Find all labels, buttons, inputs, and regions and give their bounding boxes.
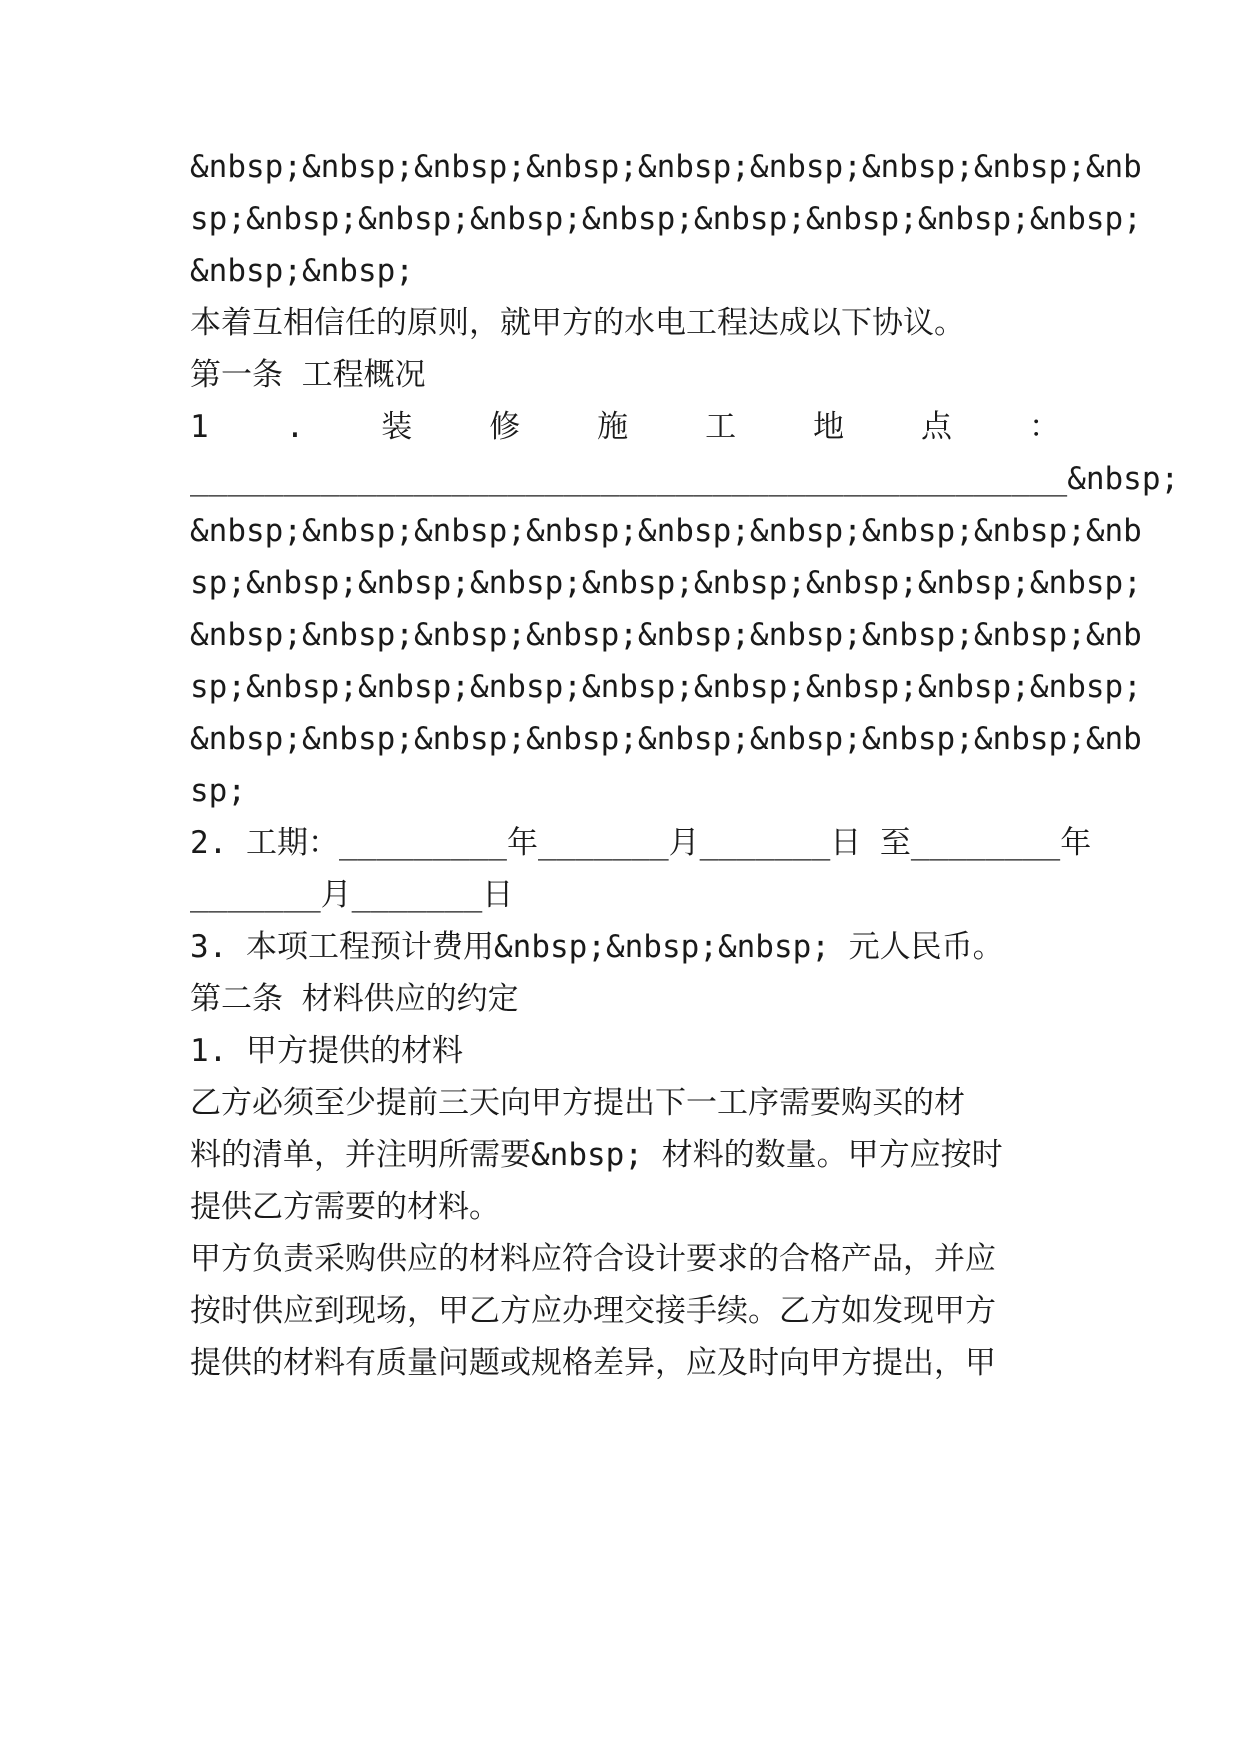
text-line: &nbsp;&nbsp;&nbsp;&nbsp;&nbsp;&nbsp;&nbsp;&nbsp;&nb bbox=[190, 149, 1142, 185]
section-heading: 第二条 材料供应的约定 bbox=[190, 981, 519, 1017]
text-line: sp;&nbsp;&nbsp;&nbsp;&nbsp;&nbsp;&nbsp;&nbsp;&nbsp; bbox=[190, 669, 1142, 705]
text-line: _______月_______日 bbox=[190, 877, 514, 913]
text-line: 3. 本项工程预计费用&nbsp;&nbsp;&nbsp; 元人民币。 bbox=[190, 929, 1004, 965]
section-heading: 第一条 工程概况 bbox=[190, 357, 426, 393]
spread-char: 地 bbox=[813, 409, 845, 445]
spread-char: 1 bbox=[190, 409, 209, 445]
site-location-line bbox=[190, 405, 1060, 449]
text-line: 按时供应到现场，甲乙方应办理交接手续。乙方如发现甲方 bbox=[190, 1293, 996, 1329]
text-line: 1. 甲方提供的材料 bbox=[190, 1033, 463, 1069]
text-line: &nbsp;&nbsp;&nbsp;&nbsp;&nbsp;&nbsp;&nbsp;&nbsp;&nb bbox=[190, 513, 1142, 549]
text-line: 料的清单，并注明所需要&nbsp; 材料的数量。甲方应按时 bbox=[190, 1137, 1003, 1173]
spread-char: . bbox=[285, 409, 305, 445]
text-line: &nbsp;&nbsp; bbox=[190, 253, 414, 289]
spread-char: ： bbox=[1028, 409, 1060, 445]
spread-char: 工 bbox=[705, 409, 737, 445]
text-line: &nbsp;&nbsp;&nbsp;&nbsp;&nbsp;&nbsp;&nbsp;&nbsp;&nb bbox=[190, 617, 1142, 653]
text-line: 2. 工期：_________年_______月_______日 至________年 bbox=[190, 825, 1092, 861]
spread-char: 施 bbox=[597, 409, 629, 445]
spread-char: 装 bbox=[381, 409, 413, 445]
text-line: 本着互相信任的原则，就甲方的水电工程达成以下协议。 bbox=[190, 305, 965, 341]
spread-char: 修 bbox=[489, 409, 521, 445]
text-line: sp;&nbsp;&nbsp;&nbsp;&nbsp;&nbsp;&nbsp;&nbsp;&nbsp; bbox=[190, 201, 1142, 237]
text-line: _______________________________________________&nbsp; bbox=[190, 461, 1180, 497]
text-line: 提供乙方需要的材料。 bbox=[190, 1189, 500, 1225]
text-line: 甲方负责采购供应的材料应符合设计要求的合格产品，并应 bbox=[190, 1241, 996, 1277]
text-line: 提供的材料有质量问题或规格差异，应及时向甲方提出，甲 bbox=[190, 1345, 996, 1381]
text-line: sp; bbox=[190, 773, 246, 809]
spread-char: 点 bbox=[921, 409, 953, 445]
text-line: 乙方必须至少提前三天向甲方提出下一工序需要购买的材 bbox=[190, 1085, 965, 1121]
text-line: sp;&nbsp;&nbsp;&nbsp;&nbsp;&nbsp;&nbsp;&nbsp;&nbsp; bbox=[190, 565, 1142, 601]
text-line: &nbsp;&nbsp;&nbsp;&nbsp;&nbsp;&nbsp;&nbsp;&nbsp;&nb bbox=[190, 721, 1142, 757]
